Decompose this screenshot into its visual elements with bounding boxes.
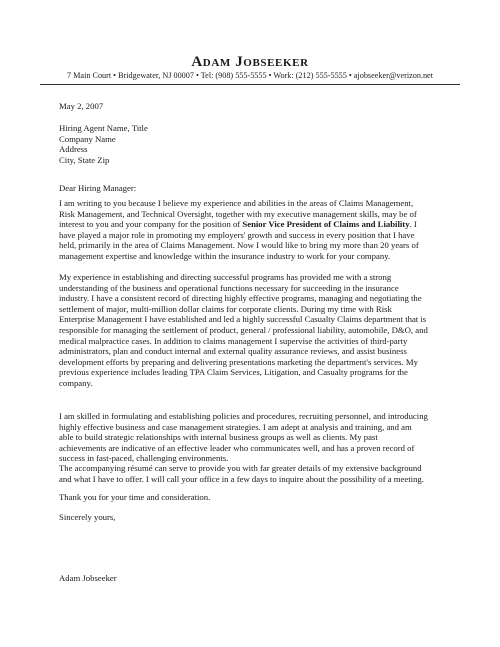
recipient-address: [59, 123, 441, 165]
paragraph-line: I am writing to you because I believe my experience and abilities in the areas of Claims Management,: [59, 198, 414, 208]
letter-date: [59, 101, 441, 112]
recipient-line: Address: [59, 144, 88, 155]
letterhead: [40, 54, 460, 85]
text-segment: . I: [409, 219, 417, 230]
sender-contact-line: 7 Main Court • Bridgewater, NJ 00007 • Tel: (908) 555-5555 • Work: (212) 555-5555 • ajobseeker@verizon.net: [67, 71, 433, 80]
paragraph-intro: [59, 198, 441, 262]
paragraph-line: highly effective business and case management strategies. I am adept at analysis and training, and am: [59, 421, 412, 432]
paragraph-line: My experience in establishing and directing successful programs has provided me with a strong: [59, 272, 392, 282]
paragraph-line: Enterprise Management I have established and led a highly successful Casualty Claims department that is: [59, 314, 427, 325]
signature: [59, 573, 441, 584]
paragraph-line: [59, 219, 441, 230]
paragraph-line: held, primarily in the area of Claims Management. Now I would like to bring my more than 20 years of: [59, 240, 419, 251]
paragraph-line: management expertise and knowledge within the insurance industry to work for your company.: [59, 250, 391, 261]
paragraph-line: settlement of major, multi-million dollar claims for corporate clients. During my time with Risk: [59, 303, 392, 314]
header-divider: [40, 84, 460, 85]
paragraph-line: understanding of the business and operational functions necessary for succeeding in the insurance: [59, 282, 399, 293]
closing-text: Sincerely yours,: [59, 512, 116, 522]
paragraph-line: medical malpractice cases. In addition to claims management I supervise the activities of third-party: [59, 335, 408, 346]
paragraph-line: industry. I have a consistent record of directing highly effective programs, managing and negotiating the: [59, 293, 422, 304]
salutation: [59, 183, 441, 194]
paragraph-line: success in fast-paced, challenging environments.: [59, 453, 229, 464]
paragraph-line: I am skilled in formulating and establishing policies and procedures, recruiting personnel, and introducing: [59, 411, 428, 421]
paragraph-line: and what I have to offer. I will call your office in a few days to inquire about the possibility of a meeting.: [59, 473, 424, 484]
signature-name: Adam Jobseeker: [59, 573, 117, 583]
recipient-line: Company Name: [59, 133, 116, 144]
paragraph-line: responsible for managing the settlement of product, general / professional liability, automobile, D&O, and: [59, 324, 428, 335]
sender-name: Adam Jobseeker: [191, 54, 309, 70]
paragraph-line: development efforts by preparing and delivering presentations marketing the department's services. My: [59, 356, 418, 367]
paragraph-line: able to build strategic relationships with internal business groups as well as clients. My past: [59, 432, 378, 443]
paragraph-line: administrators, plan and conduct internal and external quality assurance reviews, and assist business: [59, 346, 407, 357]
paragraph-experience: [59, 272, 441, 389]
paragraph-line: previous experience includes leading TPA Claim Services, Litigation, and Casualty programs for the: [59, 367, 408, 378]
recipient-line: City, State Zip: [59, 154, 110, 165]
paragraph-line: Thank you for your time and consideration.: [59, 492, 211, 502]
paragraph-line: achievements are indicative of an effective leader who communicates well, and has a proven record of: [59, 442, 415, 453]
text-segment: interest to you and your company for the position of: [59, 219, 243, 230]
date-text: May 2, 2007: [59, 101, 104, 111]
closing: [59, 512, 441, 523]
paragraph-thanks: [59, 492, 441, 503]
paragraph-resume: [59, 463, 441, 484]
paragraph-line: Risk Management, and Technical Oversight, together with my executive management skills, may be of: [59, 208, 417, 219]
position-title: Senior Vice President of Claims and Liability: [242, 219, 410, 230]
recipient-line: Hiring Agent Name, Title: [59, 123, 148, 133]
salutation-text: Dear Hiring Manager:: [59, 183, 137, 193]
paragraph-line: company.: [59, 377, 93, 388]
paragraph-line: have played a major role in promoting my employers' growth and success in every position that I have: [59, 229, 415, 240]
paragraph-skills: [59, 411, 441, 464]
paragraph-line: The accompanying résumé can serve to provide you with far greater details of my extensive background: [59, 463, 422, 473]
